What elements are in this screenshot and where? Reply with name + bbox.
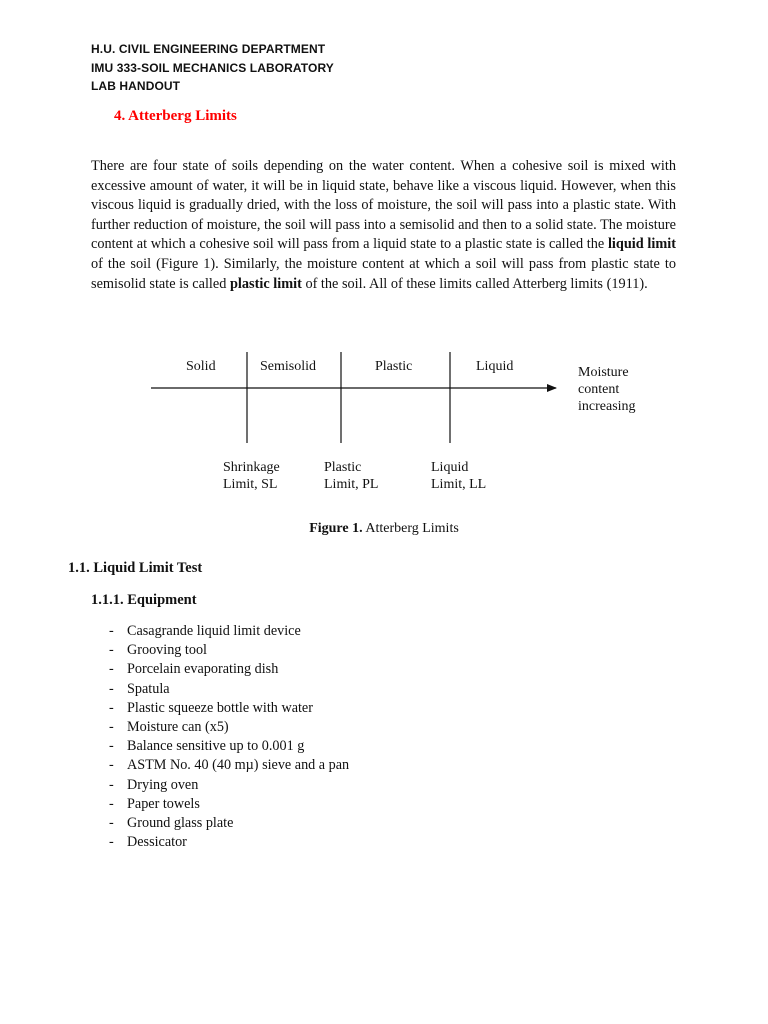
list-bullet-dash: - <box>109 834 114 851</box>
list-bullet-dash: - <box>109 661 114 678</box>
figure-caption <box>0 521 768 537</box>
header-handout: LAB HANDOUT <box>91 79 181 93</box>
list-bullet-dash: - <box>109 623 114 639</box>
equipment-item-label: Casagrande liquid limit device <box>127 623 301 639</box>
equipment-item <box>91 699 349 718</box>
equipment-item <box>91 756 349 775</box>
list-bullet-dash: - <box>109 699 114 716</box>
equipment-heading: 1.1.1. Equipment <box>91 592 197 608</box>
equipment-item-label: Dessicator <box>127 834 187 851</box>
section-title: 4. Atterberg Limits <box>114 108 237 124</box>
intro-text-part1: There are four state of soils depending on the water content. When a cohesive soil is mixed with excessive amount of water, it will be in liquid state, behave like a viscous liquid. However, when this viscous liquid is gradually dried, with the loss of moisture, the soil will pass into a plastic state. With further reduction of moisture, the soil will pass into a semisolid and then to a solid state. The moisture content at which a cohesive soil will pass from a liquid state to a plastic state is called the <box>91 158 676 253</box>
intro-paragraph <box>91 157 676 294</box>
equipment-item-label: Porcelain evaporating dish <box>127 661 279 678</box>
list-bullet-dash: - <box>109 642 114 659</box>
state-label-liquid: Liquid <box>476 359 514 374</box>
list-bullet-dash: - <box>109 719 114 736</box>
equipment-item-label: Drying oven <box>127 776 199 793</box>
arrow-label-line3: increasing <box>578 399 636 414</box>
figure-label: Figure 1. <box>309 521 363 536</box>
state-label-solid: Solid <box>186 359 216 374</box>
arrow-label-line2: content <box>578 382 620 397</box>
equipment-item <box>91 718 349 737</box>
document-header <box>91 40 334 96</box>
liquid-limit-label-line2: Limit, LL <box>431 477 487 492</box>
equipment-item <box>91 660 349 679</box>
list-bullet-dash: - <box>109 738 114 755</box>
liquid-limit-term: liquid limit <box>607 236 676 253</box>
plastic-limit-label-line1: Plastic <box>324 460 362 475</box>
figure-title: Atterberg Limits <box>362 521 459 536</box>
equipment-item <box>91 795 349 814</box>
list-bullet-dash: - <box>109 680 114 697</box>
equipment-item <box>91 680 349 699</box>
equipment-item-label: ASTM No. 40 (40 mµ) sieve and a pan <box>127 757 350 774</box>
list-bullet-dash: - <box>109 776 114 793</box>
list-bullet-dash: - <box>109 757 114 774</box>
equipment-item-label: Ground glass plate <box>127 815 234 832</box>
intro-text-part2: of the soil (Figure 1). Similarly, the moisture content at which a soil will pass from plastic state to semisolid state is called <box>91 255 676 292</box>
equipment-item <box>91 814 349 833</box>
intro-text-part3: of the soil. All of these limits called Atterberg limits (1911). <box>301 275 648 292</box>
equipment-list <box>91 622 349 852</box>
shrinkage-limit-label-line1: Shrinkage <box>223 460 280 475</box>
shrinkage-limit-label-line2: Limit, SL <box>223 477 278 492</box>
equipment-item-label: Paper towels <box>127 795 200 812</box>
header-course: IMU 333-SOIL MECHANICS LABORATORY <box>91 60 334 75</box>
header-department: H.U. CIVIL ENGINEERING DEPARTMENT <box>91 42 326 56</box>
liquid-limit-heading: 1.1. Liquid Limit Test <box>68 560 203 576</box>
equipment-item <box>91 641 349 660</box>
equipment-item <box>91 622 349 641</box>
liquid-limit-label-line1: Liquid <box>431 460 469 475</box>
list-bullet-dash: - <box>109 815 114 832</box>
equipment-item <box>91 737 349 756</box>
equipment-item <box>91 833 349 852</box>
equipment-item-label: Spatula <box>127 680 170 697</box>
arrow-label-line1: Moisture <box>578 365 629 380</box>
plastic-limit-label-line2: Limit, PL <box>324 477 379 492</box>
plastic-limit-term: plastic limit <box>229 275 302 292</box>
state-label-plastic: Plastic <box>375 359 413 374</box>
equipment-item <box>91 776 349 795</box>
state-label-semisolid: Semisolid <box>260 359 317 374</box>
equipment-item-label: Grooving tool <box>127 642 207 659</box>
list-bullet-dash: - <box>109 795 114 812</box>
equipment-item-label: Plastic squeeze bottle with water <box>127 699 313 716</box>
equipment-item-label: Balance sensitive up to 0.001 g <box>127 738 305 755</box>
equipment-item-label: Moisture can (x5) <box>127 719 229 736</box>
